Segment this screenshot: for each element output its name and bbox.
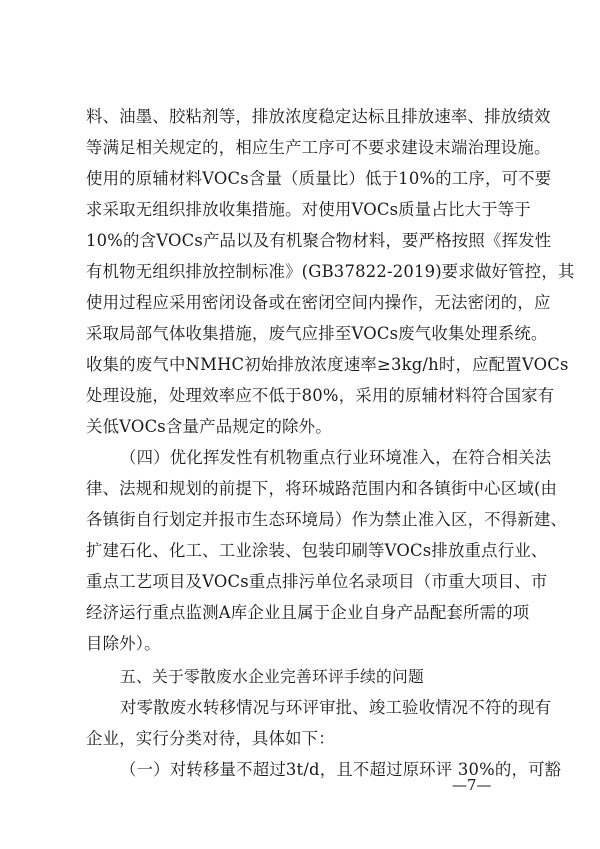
text-line-1: 料、油墨、胶粘剂等，排放浓度稳定达标且排放速率、排放绩效	[86, 107, 551, 126]
text-line-13: 律、法规和规划的前提下，将环城路范围内和各镇街中心区域(由	[86, 479, 558, 498]
text-line-7: 使用过程应采用密闭设备或在密闭空间内操作，无法密闭的，应	[86, 293, 551, 312]
text-line-18: 目除外）。	[86, 634, 161, 653]
page-number: —7—	[452, 776, 492, 794]
text-line-3: 使用的原辅材料VOCs含量（质量比）低于10%的工序，可不要	[86, 169, 552, 188]
text-line-11: 关低VOCs含量产品规定的除外。	[86, 417, 332, 436]
text-line-4: 求采取无组织排放收集措施。对使用VOCs质量占比大于等于	[86, 200, 531, 219]
text-line-12: （四）优化挥发性有机物重点行业环境准入，在符合相关法	[120, 448, 552, 467]
section-heading: 五、关于零散废水企业完善环评手续的问题	[120, 667, 424, 686]
text-line-6: 有机物无组织排放控制标准》(GB37822-2019)要求做好管控，其	[86, 262, 575, 281]
text-line-2: 等满足相关规定的，相应生产工序可不要求建设末端治理设施。	[86, 138, 551, 157]
text-line-21: 企业，实行分类对待，具体如下：	[86, 729, 335, 748]
text-line-5: 10%的含VOCs产品以及有机聚合物材料，要严格按照《挥发性	[86, 231, 552, 250]
text-line-15: 扩建石化、化工、工业涂装、包装印刷等VOCs排放重点行业、	[86, 541, 548, 560]
text-line-8: 采取局部气体收集措施，废气应排至VOCs废气收集处理系统。	[86, 324, 548, 343]
text-line-22: （一）对转移量不超过3t/d，且不超过原环评 30%的，可豁	[120, 760, 562, 779]
text-line-10: 处理设施，处理效率应不低于80%，采用的原辅材料符合国家有	[86, 386, 555, 405]
text-line-17: 经济运行重点监测A库企业且属于企业自身产品配套所需的项	[86, 603, 530, 622]
text-line-20: 对零散废水转移情况与环评审批、竣工验收情况不符的现有	[120, 698, 552, 717]
text-line-9: 收集的废气中NMHC初始排放浓度速率≥3kg/h时，应配置VOCs	[86, 355, 569, 374]
text-line-16: 重点工艺项目及VOCs重点排污单位名录项目（市重大项目、市	[86, 572, 548, 591]
text-line-14: 各镇街自行划定并报市生态环境局）作为禁止准入区，不得新建、	[86, 510, 568, 529]
